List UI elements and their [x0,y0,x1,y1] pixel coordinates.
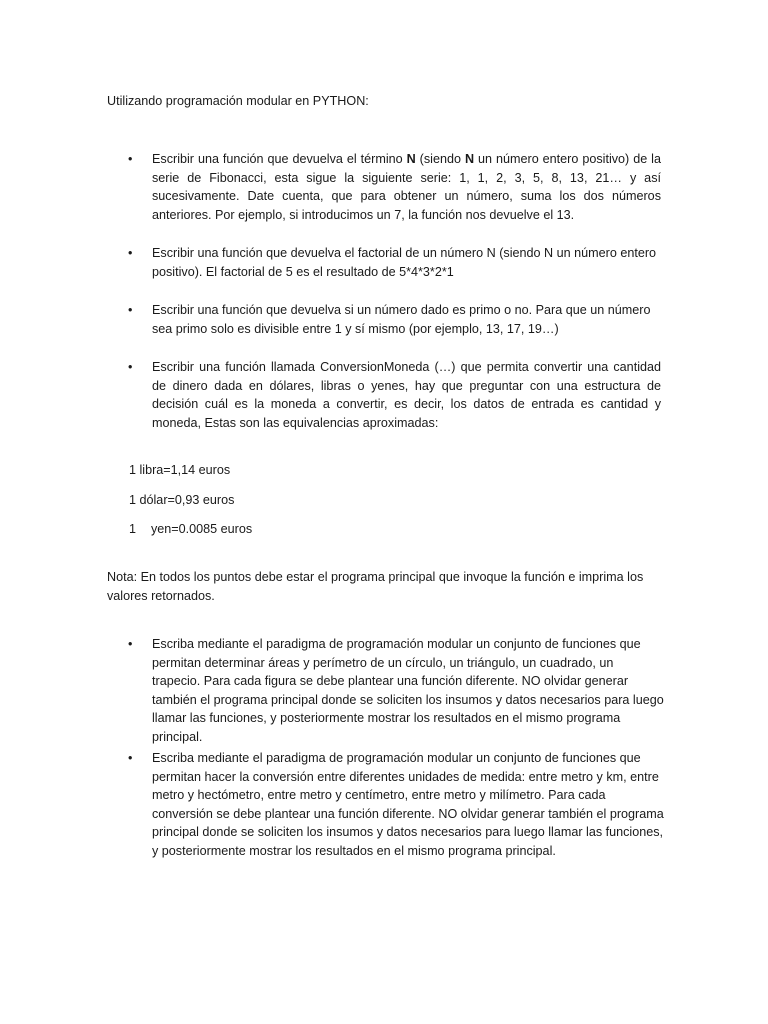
bullet-icon: • [128,637,133,651]
bullet-icon: • [128,152,133,166]
note-paragraph: Nota: En todos los puntos debe estar el programa principal que invoque la función e imprima los valores retornados. [107,570,644,603]
equivalence-dolar: 1 dólar=0,93 euros [129,493,235,507]
bullet-icon: • [128,751,133,765]
list-item-areas: Escriba mediante el paradigma de programación modular un conjunto de funciones que permitan determinar áreas y perímetro de un círculo, un triángulo, un cuadrado, un trapecio. Para cada figura se debe plantear una función diferente. NO olvidar generar también el programa principal donde se soliciten los insumos y datos necesarios para luego llamar las funciones, y posteriormente mostrar los resultados en el mismo programa principal. [152,637,664,744]
list-item-unidades: Escriba mediante el paradigma de programación modular un conjunto de funciones que permitan hacer la conversión entre diferentes unidades de medida: entre metro y km, entre metro y hectómetro, entre metro y centímetro, entre metro y milímetro. Para cada conversión se debe plantear una función diferente. NO olvidar generar también el programa principal donde se soliciten los insumos y datos necesarios para luego llamar las funciones, y posteriormente mostrar los resultados en el mismo programa principal. [152,751,664,858]
equivalence-yen: 1 yen=0.0085 euros [129,522,253,536]
document-title: Utilizando programación modular en PYTHON: [107,94,369,108]
list-item-factorial: Escribir una función que devuelva el factorial de un número N (siendo N un número entero positivo). El factorial de 5 es el resultado de 5*4*3*2*1 [152,246,657,279]
list-item-primo: Escribir una función que devuelva si un número dado es primo o no. Para que un número sea primo solo es divisible entre 1 y sí mismo (por ejemplo, 13, 17, 19…) [152,303,651,336]
bullet-icon: • [128,303,133,317]
bullet-icon: • [128,360,133,374]
list-item-fibonacci: Escribir una función que devuelva el término N (siendo N un número entero positivo) de la serie de Fibonacci, esta sigue la siguiente serie: 1, 1, 2, 3, 5, 8, 13, 21… y así sucesivamente. Date cuenta, que para obtener un número, suma los dos números anteriores. Por ejemplo, si introducimos un 7, la función nos devuelve el 13. [152,152,661,222]
equivalence-libra: 1 libra=1,14 euros [129,463,231,477]
list-item-conversion-moneda: Escribir una función llamada ConversionMoneda (…) que permita convertir una cantidad de dinero dada en dólares, libras o yenes, hay que preguntar con una estructura de decisión cuál es la moneda a convertir, es decir, los datos de entrada es cantidad y moneda, Estas son las equivalencias aproximadas: [152,360,661,430]
bullet-icon: • [128,246,133,260]
